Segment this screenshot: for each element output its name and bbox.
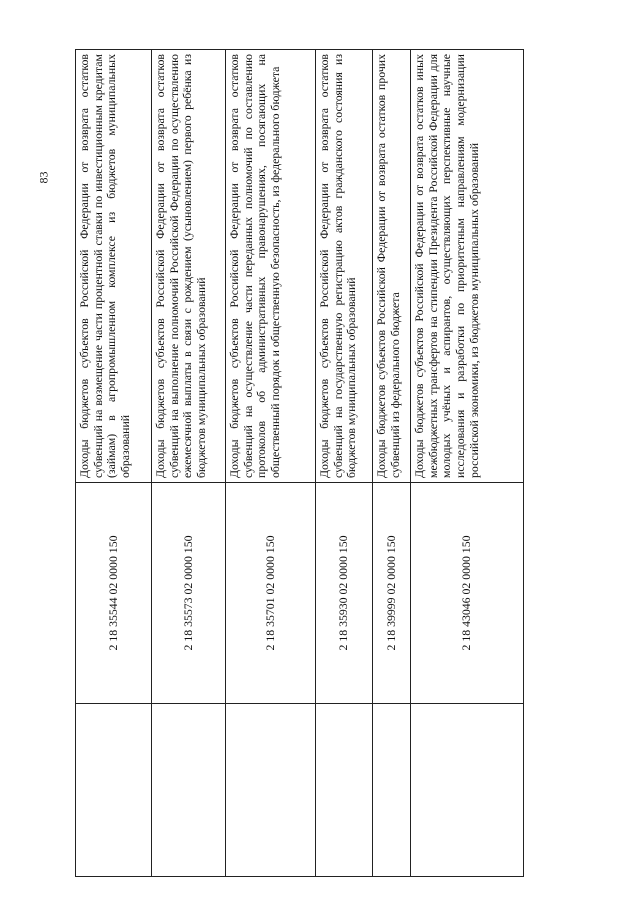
table-row — [411, 50, 524, 877]
description-cell: Доходы бюджетов субъектов Российской Федерации от возврата остатков субвенций на государственную регистрацию актов гражданского состояния из бюджетов муниципальных образований — [316, 50, 373, 483]
empty-cell — [411, 704, 524, 877]
page-number: 83 — [36, 171, 51, 184]
empty-cell — [316, 704, 373, 877]
code-cell: 2 18 43046 02 0000 150 — [411, 483, 524, 704]
table-row — [152, 50, 226, 877]
empty-cell — [226, 704, 316, 877]
table-row — [226, 50, 316, 877]
code-cell: 2 18 35544 02 0000 150 — [76, 483, 152, 704]
description-cell: Доходы бюджетов субъектов Российской Федерации от возврата остатков иных межбюджетных трансфертов на стипендии Президента Российской Федерации для молодых учёных и аспирантов, осуществляющих перспективные научные исследования и разработки по приоритетным направлениям модернизации российской экономики, из бюджетов муниципальных образований — [411, 50, 524, 483]
code-cell: 2 18 35701 02 0000 150 — [226, 483, 316, 704]
table-row — [316, 50, 373, 877]
description-cell: Доходы бюджетов субъектов Российской Федерации от возврата остатков прочих субвенций из федерального бюджета — [373, 50, 411, 483]
code-cell: 2 18 35930 02 0000 150 — [316, 483, 373, 704]
empty-cell — [76, 704, 152, 877]
table-row — [373, 50, 411, 877]
description-cell: Доходы бюджетов субъектов Российской Федерации от возврата остатков субвенций на возмещение части процентной ставки по инвестиционным кредитам (займам) в агропромышленном комплексе из бюджетов муниципальных образований — [76, 50, 152, 483]
code-cell: 2 18 35573 02 0000 150 — [152, 483, 226, 704]
description-cell: Доходы бюджетов субъектов Российской Федерации от возврата остатков субвенций на осуществление части переданных полномочий по составлению протоколов об административных правонарушениях, посягающих на общественный порядок и общественную безопасность, из федерального бюджета — [226, 50, 316, 483]
revenue-codes-table-wrapper — [75, 49, 523, 877]
empty-cell — [152, 704, 226, 877]
description-cell: Доходы бюджетов субъектов Российской Федерации от возврата остатков субвенций на выполнение полномочий Российской Федерации по осуществлению ежемесячной выплаты в связи с рождением (усыновлением) первого ребёнка из бюджетов муниципальных образований — [152, 50, 226, 483]
revenue-codes-table — [75, 49, 524, 877]
empty-cell — [373, 704, 411, 877]
table-row — [76, 50, 152, 877]
code-cell: 2 18 39999 02 0000 150 — [373, 483, 411, 704]
